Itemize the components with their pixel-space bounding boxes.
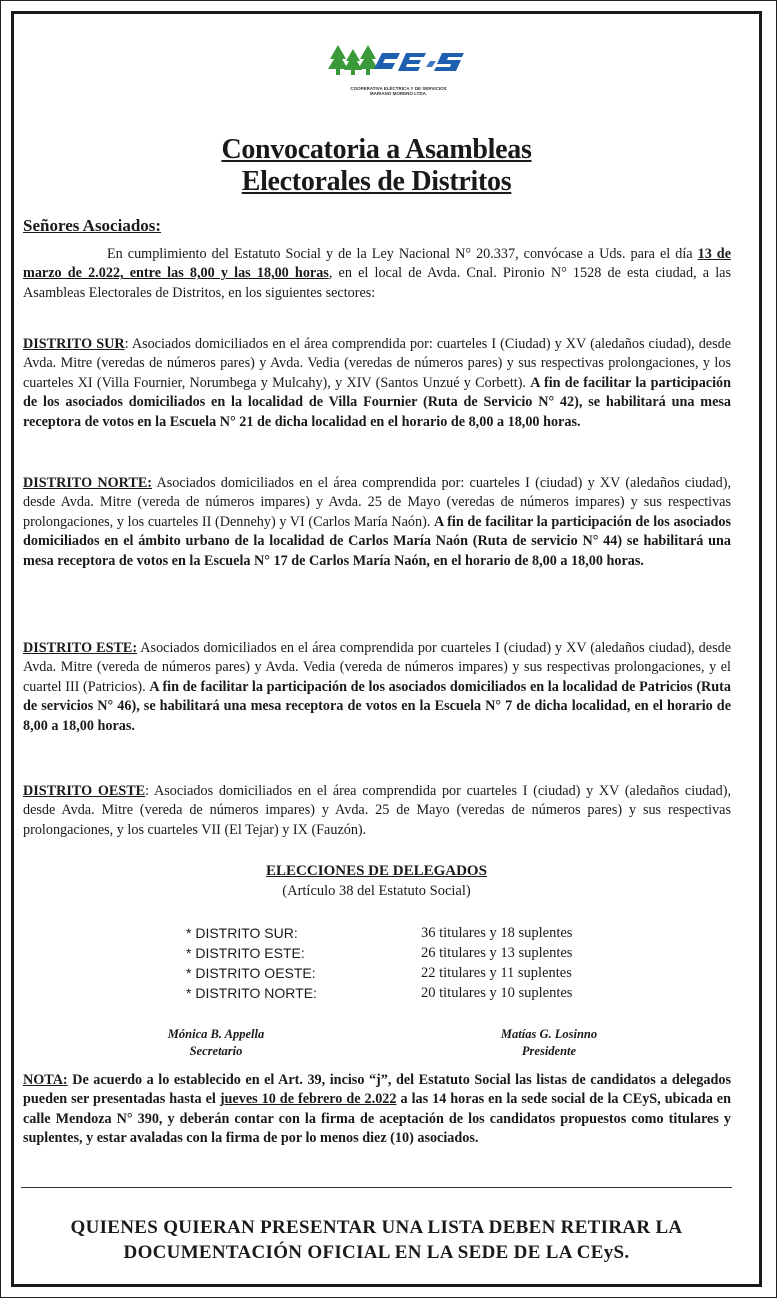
signature-president-role: Presidente	[521, 1044, 577, 1058]
signature-president-name: Matías G. Losinno	[500, 1027, 598, 1041]
district-sur-text: : Asociados domiciliados en el área comprendida por: cuarteles I (Ciudad) y XV (aledaños ciudad), desde Avda. Mitre (veredas de números pares) y Avda. Vedia (veredas de números pares) y sus respectivas prolongaciones, y los cuarteles XI (Villa Fournier, Norumbega y Mulcahy), y XIV (Santos Unzué y Corbett).	[23, 336, 731, 391]
district-sur-label: DISTRITO SUR	[23, 336, 125, 352]
elections-title: ELECCIONES DE DELEGADOS	[266, 863, 487, 879]
signature-secretary	[116, 1026, 316, 1060]
delegates-count: 36 titulares y 18 suplentes	[421, 925, 573, 941]
divider	[21, 1187, 732, 1188]
intro-date: 13 de marzo de 2.022, entre las 8,00 y las 18,00 horas	[23, 246, 731, 282]
delegates-district: * DISTRITO NORTE:	[186, 985, 317, 1001]
delegates-count: 22 titulares y 11 suplentes	[421, 965, 572, 981]
district-norte-paragraph	[23, 474, 731, 571]
nota-paragraph	[23, 1071, 731, 1149]
district-norte-label: DISTRITO NORTE:	[23, 475, 153, 491]
district-norte-text: Asociados domiciliados en el área comprendida por: cuarteles I (ciudad) y XV (aledaños ciudad), desde Avda. Mitre (vereda de números impares) y Avda. 25 de Mayo (veredas de números impares) y sus respectivas prolongaciones, y los cuarteles II (Dennehy) y VI (Carlos María Naón).	[23, 475, 731, 530]
ceys-wordmark	[374, 53, 464, 71]
intro-paragraph	[23, 245, 731, 303]
logo-subtitle-line1: COOPERATIVA ELÉCTRICA Y DE SERVICIOS	[350, 86, 447, 91]
logo-subtitle	[326, 86, 471, 96]
nota-text-1: De acuerdo a lo establecido en el Art. 39, inciso “j”, del Estatuto Social las listas de candidatos a delegados pueden ser presentadas hasta el	[23, 1072, 731, 1108]
delegates-row	[186, 983, 616, 1003]
intro-text-2: , en el local de Avda. Cnal. Pironio N° 1528 de esta ciudad, a las Asambleas Electorales de Distritos, en los siguientes sectores:	[23, 265, 732, 301]
delegates-district: * DISTRITO OESTE:	[186, 965, 316, 981]
nota-text-2: a las 14 horas en la sede social de la CEyS, ubicada en calle Mendoza N° 390, y deberán contar con la firma de aceptación de los candidatos propuestos como titulares y suplentes, y estar avaladas con la firma de por lo menos diez (10) asociados.	[23, 1091, 731, 1147]
footer-line2: DOCUMENTACIÓN OFICIAL EN LA SEDE DE LA CEyS.	[123, 1242, 630, 1263]
ceys-logo	[326, 39, 471, 101]
district-oeste-paragraph	[23, 782, 731, 840]
intro-text-1: En cumplimiento del Estatuto Social y de la Ley Nacional N° 20.337, convócase a Uds. para el día	[107, 246, 698, 262]
signature-president	[449, 1026, 649, 1060]
footer-notice	[21, 1215, 732, 1265]
delegates-row	[186, 963, 616, 983]
delegates-list	[186, 923, 616, 1003]
logo-subtitle-line2: MARIANO MORENO LTDA.	[369, 91, 428, 96]
footer-line1: QUIENES QUIERAN PRESENTAR UNA LISTA DEBEN RETIRAR LA	[70, 1217, 683, 1238]
district-este-paragraph	[23, 639, 731, 736]
delegates-count: 20 titulares y 10 suplentes	[421, 985, 573, 1001]
district-norte-bold: A fin de facilitar la participación de los asociados domiciliados en el ámbito urbano de la localidad de Carlos María Naón (Ruta de servicio N° 44) se habilitará una mesa receptora de votos en la Escuela N° 17 de Carlos María Naón, en el horario de 8,00 a 18,00 horas.	[23, 513, 731, 569]
tree-icon	[328, 45, 378, 75]
district-sur-bold: A fin de facilitar la participación de los asociados domiciliados en la localidad de Villa Fournier (Ruta de Servicio N° 42), se habilitará una mesa receptora de votos en la Escuela N° 21 de dicha localidad en el horario de 8,00 a 18,00 horas.	[23, 374, 732, 430]
signature-secretary-role: Secretario	[189, 1044, 243, 1058]
district-este-label: DISTRITO ESTE:	[23, 640, 138, 656]
document-title	[21, 134, 732, 198]
delegates-row	[186, 923, 616, 943]
delegates-district: * DISTRITO ESTE:	[186, 945, 305, 961]
delegates-count: 26 titulares y 13 suplentes	[421, 945, 573, 961]
district-oeste-label: DISTRITO OESTE	[23, 783, 146, 799]
delegates-row	[186, 943, 616, 963]
title-line1: Convocatoria a Asambleas	[221, 134, 532, 165]
title-line2: Electorales de Distritos	[241, 166, 512, 197]
greeting: Señores Asociados:	[23, 216, 162, 235]
nota-label: NOTA:	[23, 1072, 68, 1088]
district-sur-paragraph	[23, 335, 731, 432]
district-este-text: Asociados domiciliados en el área comprendida por cuarteles I (ciudad) y XV (aledaños ciudad), desde Avda. Mitre (vereda de números pares) y Avda. Vedia (vereda de números impares) y sus respectivas prolongaciones, y el cuartel III (Patricios).	[23, 640, 731, 695]
district-este-bold: A fin de facilitar la participación de los asociados domiciliados en la localidad de Patricios (Ruta de servicios N° 46), se habilitará una mesa receptora de votos en la Escuela N° 7 de dicha localidad, en el horario de 8,00 a 18,00 horas.	[23, 678, 731, 734]
ceys-logo-graphic	[326, 39, 471, 85]
district-oeste-text: : Asociados domiciliados en el área comprendida por cuarteles I (ciudad) y XV (aledaños ciudad), desde Avda. Mitre (vereda de números impares) y Avda. 25 de Mayo (veredas de números pares) y sus respectivas prolongaciones, y los cuarteles VII (El Tejar) y IX (Fauzón).	[23, 783, 731, 838]
signature-secretary-name: Mónica B. Appella	[167, 1027, 265, 1041]
delegates-district: * DISTRITO SUR:	[186, 925, 298, 941]
elections-subtitle: (Artículo 38 del Estatuto Social)	[282, 883, 471, 899]
nota-date: jueves 10 de febrero de 2.022	[219, 1091, 397, 1108]
